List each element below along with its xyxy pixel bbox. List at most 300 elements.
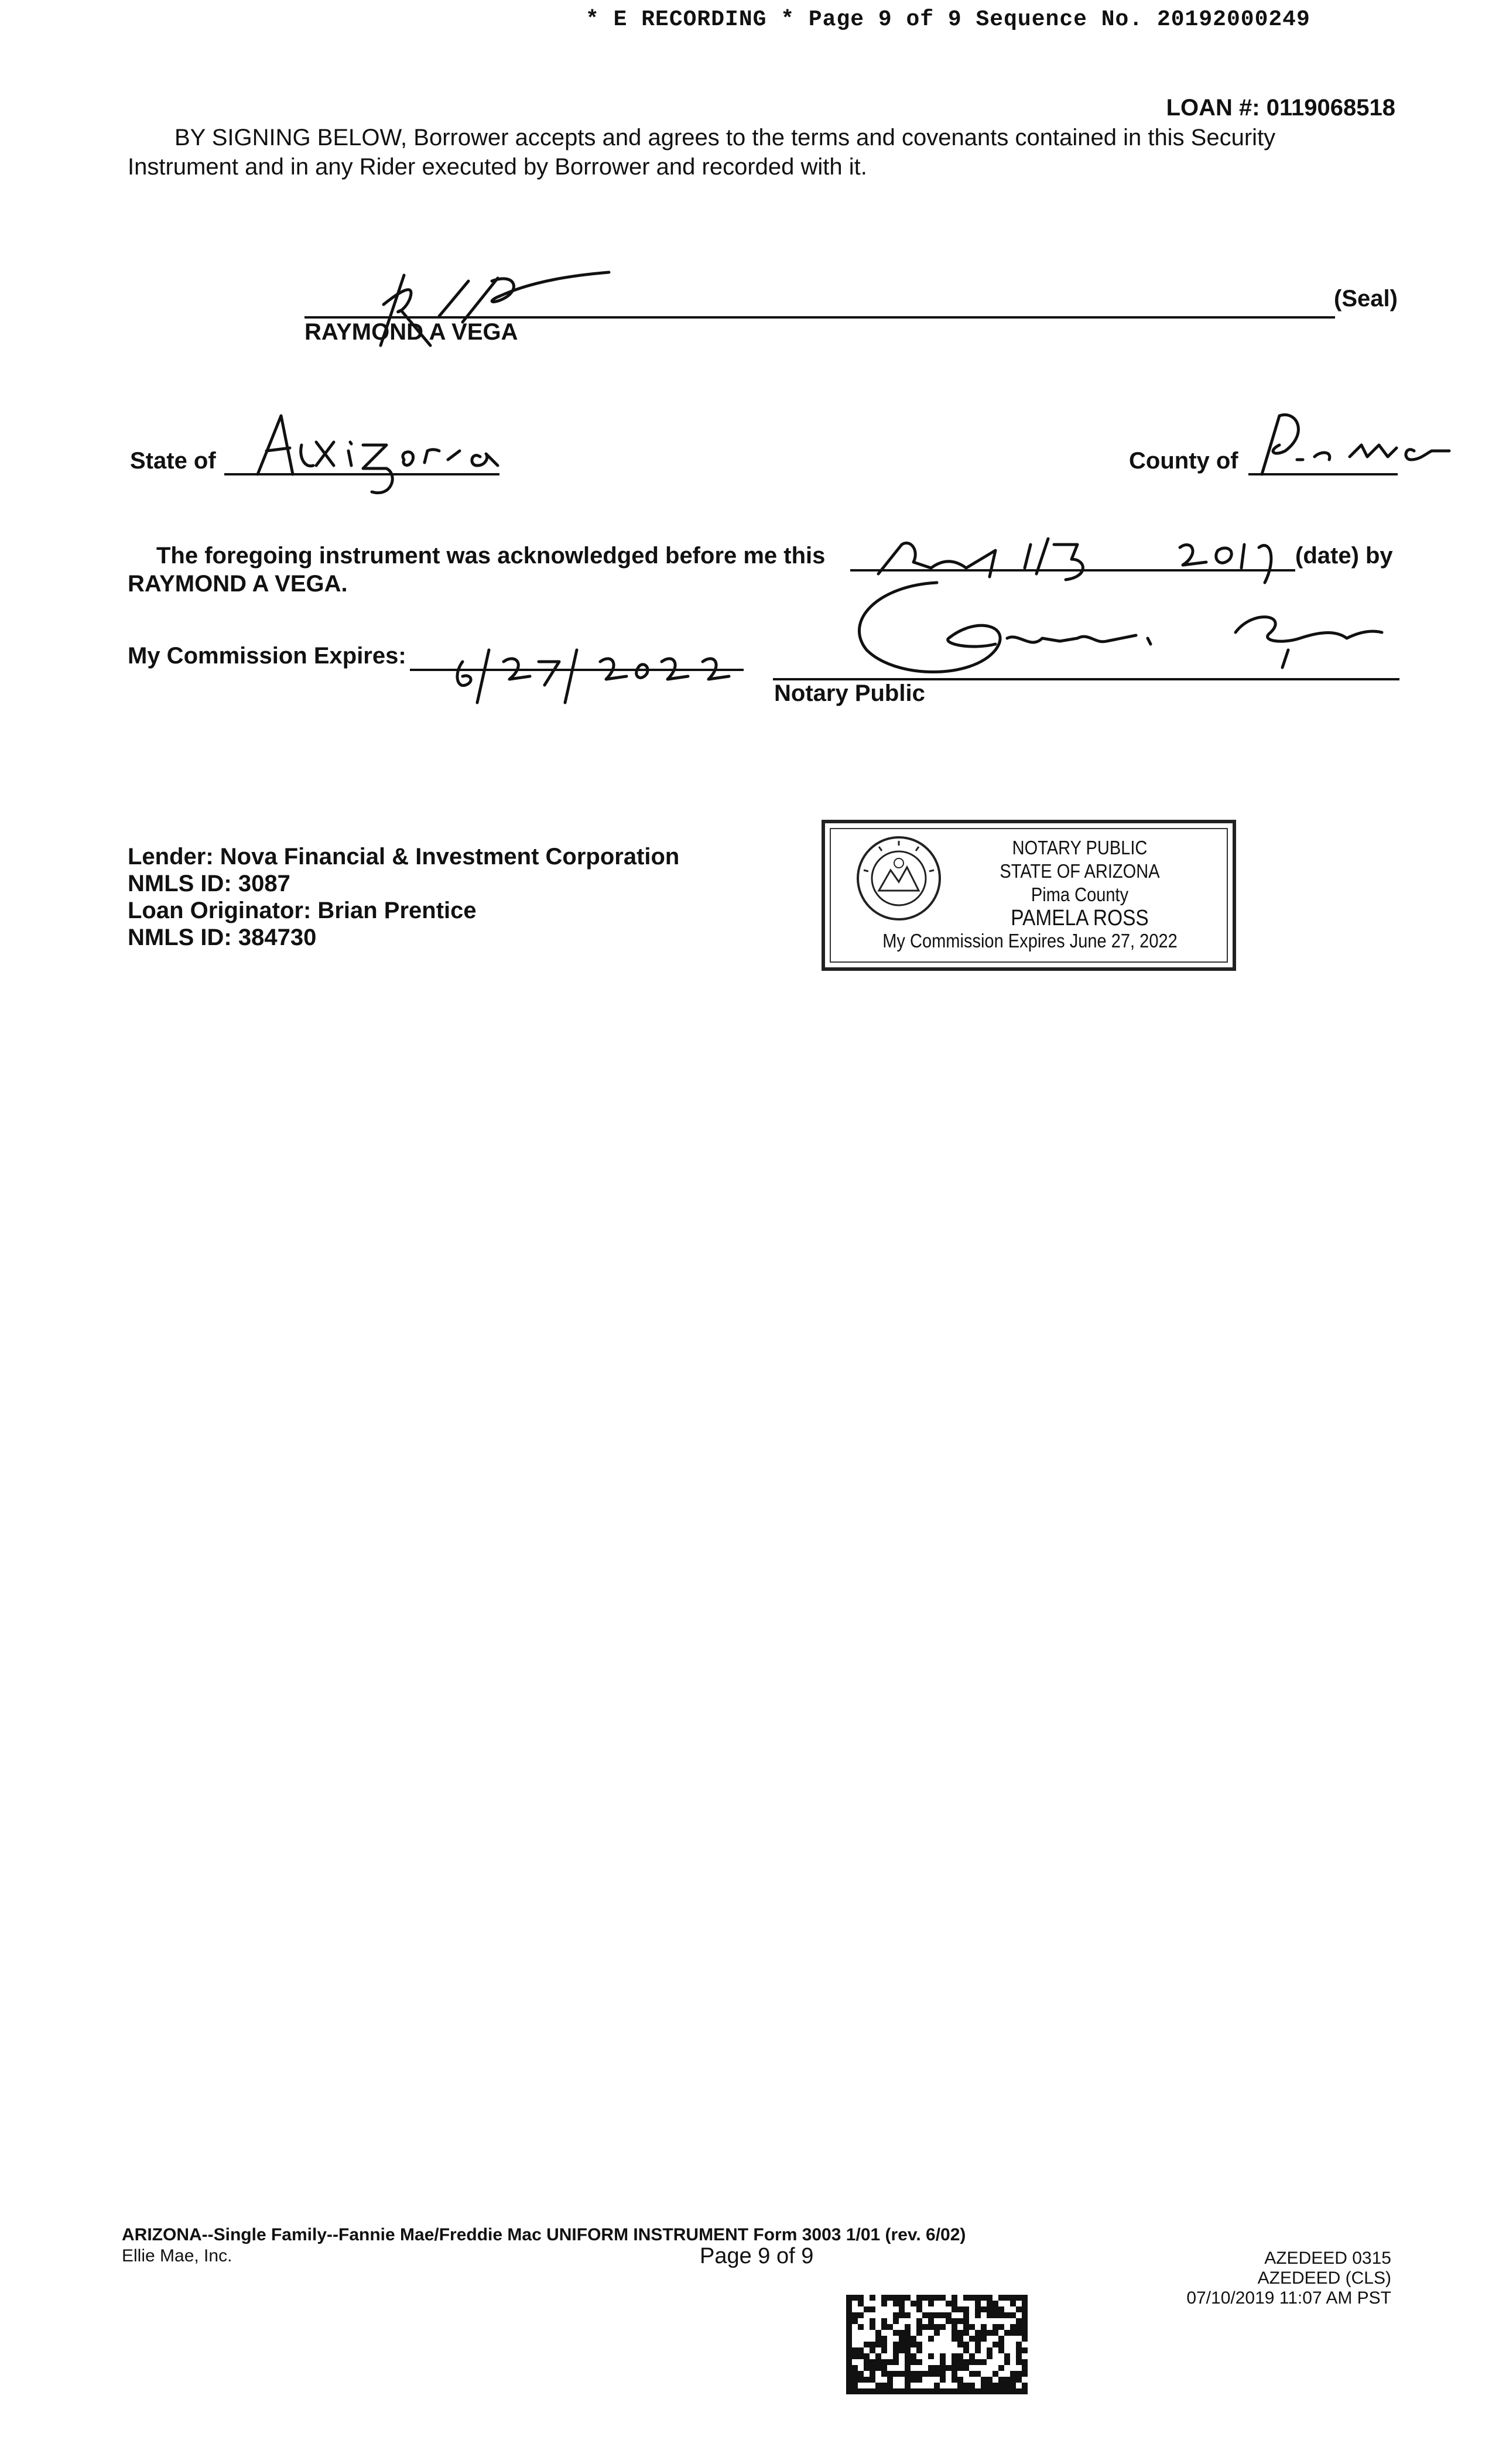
barcode-cell xyxy=(870,2318,875,2324)
barcode-cell xyxy=(881,2295,887,2301)
barcode-cell xyxy=(957,2336,963,2342)
recording-header: * E RECORDING * Page 9 of 9 Sequence No. 20192000249 xyxy=(586,7,1310,32)
barcode-cell xyxy=(1016,2330,1022,2336)
barcode-cell xyxy=(846,2383,852,2388)
barcode-cell xyxy=(934,2365,940,2371)
barcode-cell xyxy=(1010,2383,1016,2388)
borrower-name: RAYMOND A VEGA xyxy=(304,319,518,345)
notary-stamp xyxy=(822,820,1236,971)
barcode-cell xyxy=(881,2347,887,2353)
county-handwriting xyxy=(1250,410,1473,486)
barcode-cell xyxy=(946,2301,952,2306)
barcode-cell xyxy=(852,2312,858,2318)
barcode-cell xyxy=(1022,2365,1028,2371)
barcode-cell xyxy=(905,2371,911,2377)
barcode-cell xyxy=(1016,2388,1022,2394)
barcode-cell xyxy=(928,2324,934,2330)
stamp-state: STATE OF ARIZONA xyxy=(1000,860,1160,882)
barcode-cell xyxy=(887,2359,893,2365)
barcode-cell xyxy=(875,2359,881,2365)
barcode-cell xyxy=(969,2324,975,2330)
barcode-cell xyxy=(963,2342,969,2347)
barcode-cell xyxy=(893,2318,899,2324)
barcode-cell xyxy=(993,2342,998,2347)
loan-label: LOAN #: xyxy=(1166,95,1260,121)
barcode-cell xyxy=(928,2336,934,2342)
barcode-cell xyxy=(893,2347,899,2353)
barcode-cell xyxy=(846,2342,852,2347)
barcode-cell xyxy=(952,2353,957,2359)
county-label: County of xyxy=(1129,448,1238,474)
barcode-cell xyxy=(846,2353,852,2359)
barcode-cell xyxy=(952,2306,957,2312)
barcode-cell xyxy=(928,2371,934,2377)
barcode-cell xyxy=(1004,2295,1010,2301)
barcode-cell xyxy=(893,2371,899,2377)
barcode-cell xyxy=(987,2301,993,2306)
barcode-cell xyxy=(881,2388,887,2394)
barcode-cell xyxy=(893,2353,899,2359)
barcode-cell xyxy=(957,2330,963,2336)
barcode-cell xyxy=(1022,2359,1028,2365)
barcode-cell xyxy=(1022,2318,1028,2324)
barcode-cell xyxy=(975,2347,981,2353)
barcode-cell xyxy=(899,2295,905,2301)
barcode-cell xyxy=(1022,2347,1028,2353)
barcode-cell xyxy=(963,2365,969,2371)
barcode-cell xyxy=(846,2336,852,2342)
barcode-cell xyxy=(957,2383,963,2388)
barcode-cell xyxy=(905,2330,911,2336)
barcode-cell xyxy=(905,2359,911,2365)
barcode-cell xyxy=(969,2388,975,2394)
barcode-cell xyxy=(899,2347,905,2353)
barcode-cell xyxy=(993,2388,998,2394)
barcode-cell xyxy=(899,2342,905,2347)
barcode-cell xyxy=(981,2336,987,2342)
barcode-cell xyxy=(940,2353,946,2359)
barcode-cell xyxy=(870,2295,875,2301)
barcode-cell xyxy=(893,2301,899,2306)
barcode-cell xyxy=(928,2318,934,2324)
barcode-cell xyxy=(846,2371,852,2377)
barcode-cell xyxy=(957,2365,963,2371)
barcode-cell xyxy=(881,2336,887,2342)
barcode-cell xyxy=(916,2306,922,2312)
barcode-cell xyxy=(963,2295,969,2301)
barcode-cell xyxy=(1022,2295,1028,2301)
barcode-cell xyxy=(981,2306,987,2312)
barcode-cell xyxy=(905,2324,911,2330)
barcode-cell xyxy=(875,2353,881,2359)
barcode-cell xyxy=(1004,2388,1010,2394)
barcode-cell xyxy=(893,2388,899,2394)
barcode-cell xyxy=(922,2295,928,2301)
barcode-cell xyxy=(1016,2318,1022,2324)
barcode-cell xyxy=(1010,2324,1016,2330)
barcode-cell xyxy=(940,2295,946,2301)
originator-name: Loan Originator: Brian Prentice xyxy=(128,898,477,923)
barcode-cell xyxy=(864,2359,870,2365)
barcode-cell xyxy=(981,2330,987,2336)
barcode-cell xyxy=(881,2383,887,2388)
barcode-cell xyxy=(858,2388,864,2394)
barcode-cell xyxy=(899,2336,905,2342)
barcode-cell xyxy=(864,2377,870,2383)
barcode-cell xyxy=(952,2330,957,2336)
lender-name: Lender: Nova Financial & Investment Corporation xyxy=(128,844,680,870)
footer-codes xyxy=(1186,2249,1391,2308)
barcode-cell xyxy=(928,2365,934,2371)
barcode-cell xyxy=(969,2336,975,2342)
barcode-cell xyxy=(905,2295,911,2301)
barcode-cell xyxy=(998,2336,1004,2342)
barcode-cell xyxy=(998,2365,1004,2371)
barcode-cell xyxy=(858,2295,864,2301)
barcode-cell xyxy=(852,2365,858,2371)
barcode-cell xyxy=(916,2301,922,2306)
arizona-seal-icon xyxy=(855,835,942,922)
barcode-cell xyxy=(899,2306,905,2312)
barcode-cell xyxy=(928,2301,934,2306)
barcode-cell xyxy=(911,2342,916,2347)
barcode-cell xyxy=(987,2306,993,2312)
barcode-cell xyxy=(881,2371,887,2377)
state-handwriting xyxy=(246,410,515,504)
barcode-cell xyxy=(963,2347,969,2353)
state-label: State of xyxy=(130,448,216,474)
barcode-cell xyxy=(870,2347,875,2353)
barcode-cell xyxy=(957,2388,963,2394)
barcode-cell xyxy=(870,2377,875,2383)
barcode-cell xyxy=(887,2377,893,2383)
barcode-cell xyxy=(969,2359,975,2365)
barcode-cell xyxy=(1022,2324,1028,2330)
barcode-cell xyxy=(916,2324,922,2330)
barcode-cell xyxy=(922,2388,928,2394)
barcode-cell xyxy=(1016,2324,1022,2330)
barcode-cell xyxy=(1022,2388,1028,2394)
barcode-cell xyxy=(905,2353,911,2359)
barcode-cell xyxy=(1010,2330,1016,2336)
barcode-cell xyxy=(998,2388,1004,2394)
barcode-cell xyxy=(905,2347,911,2353)
barcode-cell xyxy=(887,2388,893,2394)
barcode-cell xyxy=(1022,2306,1028,2312)
barcode-cell xyxy=(1016,2306,1022,2312)
barcode-cell xyxy=(905,2388,911,2394)
lender-info xyxy=(128,843,679,951)
barcode-cell xyxy=(911,2301,916,2306)
barcode-cell xyxy=(875,2383,881,2388)
barcode-cell xyxy=(881,2301,887,2306)
barcode-cell xyxy=(952,2371,957,2377)
barcode-cell xyxy=(846,2388,852,2394)
barcode-cell xyxy=(858,2377,864,2383)
barcode-cell xyxy=(940,2371,946,2377)
barcode-cell xyxy=(987,2388,993,2394)
barcode-cell xyxy=(957,2377,963,2383)
barcode-cell xyxy=(870,2371,875,2377)
seal-label: (Seal) xyxy=(1334,286,1398,312)
footer-code-2: AZEDEED (CLS) xyxy=(1257,2268,1391,2288)
barcode-cell xyxy=(887,2324,893,2330)
barcode-cell xyxy=(911,2336,916,2342)
barcode-cell xyxy=(881,2359,887,2365)
barcode-cell xyxy=(963,2306,969,2312)
barcode-cell xyxy=(852,2377,858,2383)
barcode-cell xyxy=(981,2377,987,2383)
barcode-cell xyxy=(987,2330,993,2336)
footer-code-1: AZEDEED 0315 xyxy=(1264,2249,1391,2268)
barcode-cell xyxy=(998,2383,1004,2388)
barcode-cell xyxy=(975,2336,981,2342)
stamp-title: NOTARY PUBLIC xyxy=(1012,837,1148,858)
barcode-cell xyxy=(870,2342,875,2347)
acknowledgment-text: The foregoing instrument was acknowledged before me this xyxy=(156,543,826,569)
barcode-cell xyxy=(893,2330,899,2336)
barcode-cell xyxy=(1004,2353,1010,2359)
barcode-cell xyxy=(881,2318,887,2324)
barcode-cell xyxy=(928,2388,934,2394)
barcode-cell xyxy=(1010,2377,1016,2383)
barcode-cell xyxy=(1016,2377,1022,2383)
barcode-cell xyxy=(952,2318,957,2324)
barcode-cell xyxy=(846,2347,852,2353)
barcode-cell xyxy=(922,2312,928,2318)
barcode-cell xyxy=(858,2312,864,2318)
barcode-cell xyxy=(993,2324,998,2330)
barcode-cell xyxy=(852,2388,858,2394)
intro-line-1: BY SIGNING BELOW, Borrower accepts and agrees to the terms and covenants contained in this Security xyxy=(174,125,1276,150)
barcode-cell xyxy=(887,2295,893,2301)
barcode-cell xyxy=(1004,2359,1010,2365)
commission-handwriting xyxy=(445,638,750,709)
barcode-cell xyxy=(952,2336,957,2342)
barcode-cell xyxy=(858,2347,864,2353)
barcode-cell xyxy=(981,2359,987,2365)
barcode-cell xyxy=(934,2383,940,2388)
barcode-cell xyxy=(905,2342,911,2347)
barcode-cell xyxy=(963,2383,969,2388)
barcode-cell xyxy=(916,2388,922,2394)
barcode-cell xyxy=(1016,2342,1022,2347)
barcode-cell xyxy=(963,2359,969,2365)
barcode-cell xyxy=(870,2388,875,2394)
barcode-cell xyxy=(905,2312,911,2318)
barcode-cell xyxy=(887,2383,893,2388)
notary-label: Notary Public xyxy=(774,680,925,706)
barcode-cell xyxy=(905,2383,911,2388)
barcode-cell xyxy=(940,2365,946,2371)
barcode-cell xyxy=(998,2295,1004,2301)
barcode-cell xyxy=(969,2353,975,2359)
barcode-cell xyxy=(998,2377,1004,2383)
barcode-cell xyxy=(998,2347,1004,2353)
barcode-cell xyxy=(846,2377,852,2383)
barcode-cell xyxy=(946,2318,952,2324)
barcode-cell xyxy=(1004,2377,1010,2383)
barcode-cell xyxy=(987,2347,993,2353)
barcode-cell xyxy=(852,2371,858,2377)
barcode-cell xyxy=(846,2306,852,2312)
barcode-cell xyxy=(987,2383,993,2388)
barcode-cell xyxy=(846,2365,852,2371)
barcode-cell xyxy=(993,2301,998,2306)
barcode-cell xyxy=(916,2377,922,2383)
barcode-cell xyxy=(957,2306,963,2312)
barcode-cell xyxy=(911,2377,916,2383)
barcode-cell xyxy=(993,2383,998,2388)
barcode-cell xyxy=(998,2312,1004,2318)
barcode-cell xyxy=(975,2342,981,2347)
footer-company: Ellie Mae, Inc. xyxy=(122,2246,232,2265)
barcode-cell xyxy=(858,2353,864,2359)
barcode-cell xyxy=(922,2371,928,2377)
barcode-cell xyxy=(934,2371,940,2377)
barcode-cell xyxy=(887,2371,893,2377)
barcode-cell xyxy=(899,2330,905,2336)
originator-nmls: NMLS ID: 384730 xyxy=(128,925,317,950)
barcode-cell xyxy=(870,2365,875,2371)
barcode-cell xyxy=(1004,2330,1010,2336)
barcode-icon xyxy=(846,2294,1028,2395)
loan-number xyxy=(1166,95,1395,121)
barcode-cell xyxy=(987,2353,993,2359)
barcode-cell xyxy=(993,2330,998,2336)
barcode-cell xyxy=(852,2353,858,2359)
barcode-cell xyxy=(911,2353,916,2359)
barcode-cell xyxy=(993,2371,998,2377)
barcode-cell xyxy=(870,2359,875,2365)
barcode-cell xyxy=(940,2377,946,2383)
barcode-cell xyxy=(981,2295,987,2301)
barcode-cell xyxy=(928,2295,934,2301)
barcode-cell xyxy=(928,2312,934,2318)
barcode-cell xyxy=(916,2359,922,2365)
intro-line-2: Instrument and in any Rider executed by Borrower and recorded with it. xyxy=(128,154,867,180)
barcode-cell xyxy=(858,2371,864,2377)
barcode-cell xyxy=(911,2371,916,2377)
barcode-cell xyxy=(852,2383,858,2388)
barcode-cell xyxy=(864,2342,870,2347)
barcode-cell xyxy=(852,2295,858,2301)
barcode-cell xyxy=(899,2388,905,2394)
barcode-cell xyxy=(911,2388,916,2394)
borrower-signature-line xyxy=(304,316,1335,319)
barcode-cell xyxy=(952,2388,957,2394)
barcode-cell xyxy=(899,2301,905,2306)
barcode-cell xyxy=(975,2371,981,2377)
barcode-cell xyxy=(846,2301,852,2306)
barcode-cell xyxy=(852,2347,858,2353)
barcode-cell xyxy=(846,2330,852,2336)
barcode-cell xyxy=(864,2388,870,2394)
barcode-cell xyxy=(940,2359,946,2365)
barcode-cell xyxy=(881,2342,887,2347)
barcode-cell xyxy=(893,2295,899,2301)
barcode-cell xyxy=(975,2312,981,2318)
barcode-cell xyxy=(928,2353,934,2359)
barcode-cell xyxy=(963,2330,969,2336)
stamp-expiration: My Commission Expires June 27, 2022 xyxy=(882,930,1178,952)
barcode-cell xyxy=(875,2336,881,2342)
barcode-cell xyxy=(858,2301,864,2306)
barcode-cell xyxy=(963,2388,969,2394)
barcode-cell xyxy=(946,2388,952,2394)
barcode-cell xyxy=(870,2324,875,2330)
loan-value: 0119068518 xyxy=(1266,95,1395,121)
barcode-cell xyxy=(975,2295,981,2301)
barcode-cell xyxy=(881,2365,887,2371)
barcode-cell xyxy=(916,2371,922,2377)
barcode-cell xyxy=(1004,2312,1010,2318)
barcode-cell xyxy=(1022,2312,1028,2318)
barcode-cell xyxy=(1010,2312,1016,2318)
barcode-cell xyxy=(875,2342,881,2347)
commission-label: My Commission Expires: xyxy=(128,643,406,669)
barcode-cell xyxy=(881,2324,887,2330)
barcode-cell xyxy=(975,2301,981,2306)
barcode-cell xyxy=(1016,2371,1022,2377)
barcode-cell xyxy=(998,2342,1004,2347)
barcode-cell xyxy=(899,2371,905,2377)
barcode-cell xyxy=(952,2365,957,2371)
barcode-cell xyxy=(969,2383,975,2388)
barcode-cell xyxy=(1016,2347,1022,2353)
barcode-cell xyxy=(852,2318,858,2324)
barcode-cell xyxy=(1016,2295,1022,2301)
barcode-cell xyxy=(998,2306,1004,2312)
barcode-cell xyxy=(1022,2336,1028,2342)
barcode-cell xyxy=(934,2324,940,2330)
barcode-cell xyxy=(916,2318,922,2324)
barcode-cell xyxy=(975,2388,981,2394)
barcode-cell xyxy=(934,2312,940,2318)
barcode-cell xyxy=(975,2306,981,2312)
barcode-cell xyxy=(952,2301,957,2306)
barcode-cell xyxy=(1016,2359,1022,2365)
barcode-cell xyxy=(963,2324,969,2330)
barcode-cell xyxy=(940,2324,946,2330)
barcode-cell xyxy=(993,2306,998,2312)
barcode-cell xyxy=(957,2353,963,2359)
notary-stamp-text xyxy=(964,836,1196,930)
lender-nmls: NMLS ID: 3087 xyxy=(128,871,290,896)
barcode-cell xyxy=(975,2359,981,2365)
barcode-cell xyxy=(1016,2353,1022,2359)
barcode-cell xyxy=(981,2388,987,2394)
barcode-cell xyxy=(998,2324,1004,2330)
barcode-cell xyxy=(957,2318,963,2324)
barcode-cell xyxy=(846,2324,852,2330)
barcode-cell xyxy=(893,2342,899,2347)
stamp-county: Pima County xyxy=(1031,884,1129,905)
barcode-cell xyxy=(893,2312,899,2318)
barcode-cell xyxy=(969,2295,975,2301)
acknowledged-name: RAYMOND A VEGA. xyxy=(128,571,348,597)
barcode-cell xyxy=(940,2388,946,2394)
barcode-cell xyxy=(905,2365,911,2371)
barcode-cell xyxy=(846,2312,852,2318)
barcode-cell xyxy=(957,2359,963,2365)
barcode-cell xyxy=(846,2295,852,2301)
barcode-cell xyxy=(846,2359,852,2365)
footer-form-line: ARIZONA--Single Family--Fannie Mae/Freddie Mac UNIFORM INSTRUMENT Form 3003 1/01 (rev. 6/02) xyxy=(122,2225,966,2244)
barcode-cell xyxy=(875,2365,881,2371)
barcode-cell xyxy=(864,2353,870,2359)
barcode-cell xyxy=(952,2359,957,2365)
